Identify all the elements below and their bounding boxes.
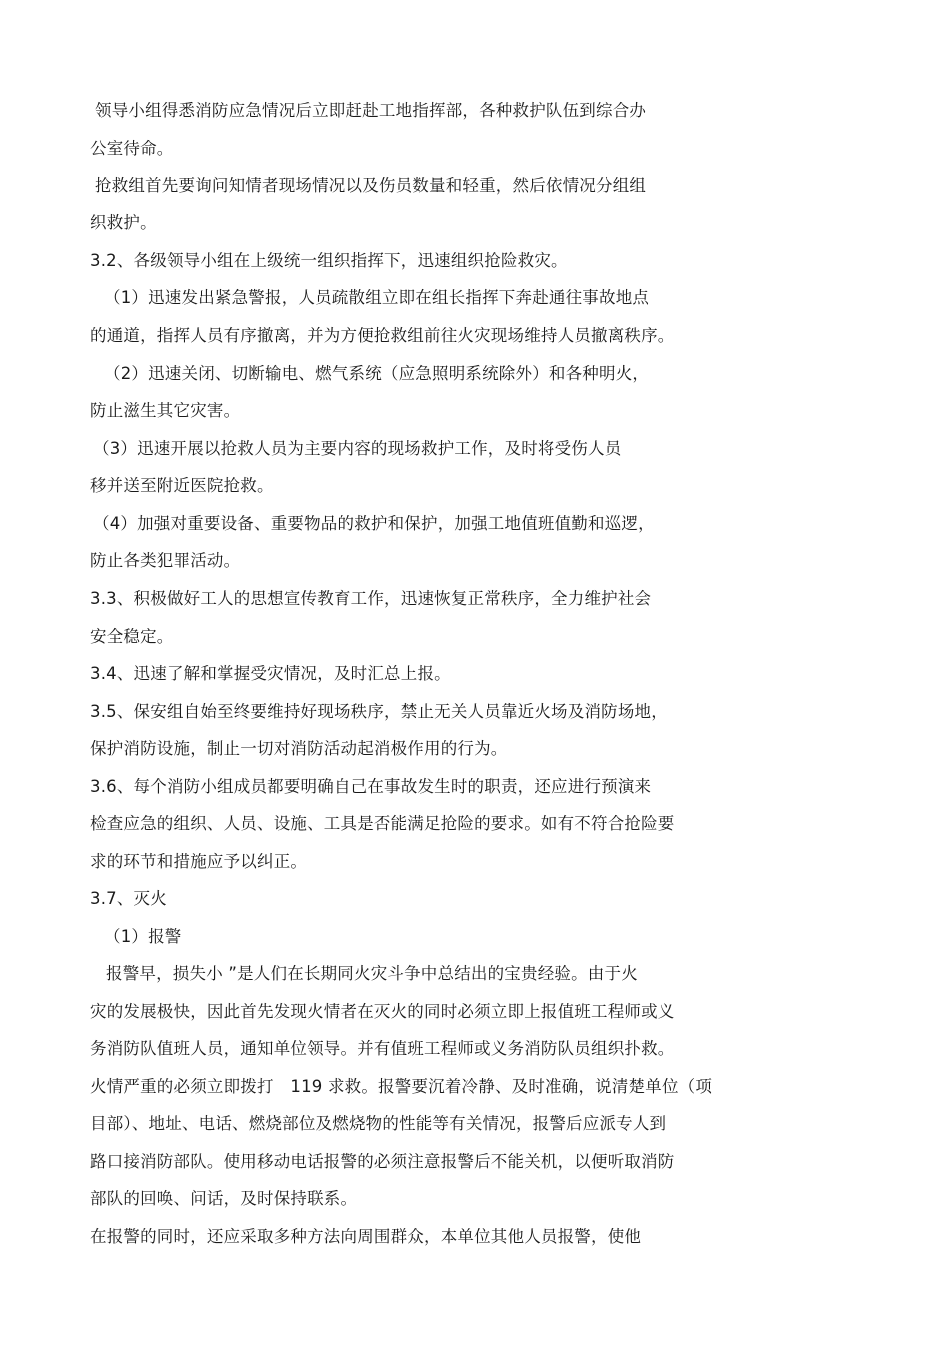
text-line-1: 领导小组得悉消防应急情况后立即赶赴工地指挥部，各种救护队伍到综合办 bbox=[95, 101, 647, 120]
text-line-20: 检查应急的组织、人员、设施、工具是否能满足抢险的要求。如有不符合抢险要 bbox=[90, 814, 675, 833]
text-line-3: 抢救组首先要询问知情者现场情况以及伤员数量和轻重，然后依情况分组组 bbox=[95, 176, 647, 195]
text-line-8: （2）迅速关闭、切断输电、燃气系统（应急照明系统除外）和各种明火， bbox=[104, 364, 650, 383]
text-line-31: 在报警的同时，还应采取多种方法向周围群众，本单位其他人员报警，使他 bbox=[90, 1227, 642, 1246]
text-line-17: 3.5、保安组自始至终要维持好现场秩序，禁止无关人员靠近火场及消防场地， bbox=[90, 702, 668, 721]
text-line-21: 求的环节和措施应予以纠正。 bbox=[90, 852, 308, 871]
text-line-15: 安全稳定。 bbox=[90, 627, 174, 646]
text-line-18: 保护消防设施，制止一切对消防活动起消极作用的行为。 bbox=[90, 739, 508, 758]
text-line-12: （4）加强对重要设备、重要物品的救护和保护，加强工地值班值勤和巡逻， bbox=[93, 514, 655, 533]
text-line-22: 3.7、灭火 bbox=[90, 889, 167, 908]
text-line-25: 灾的发展极快，因此首先发现火情者在灭火的同时必须立即上报值班工程师或义 bbox=[90, 1002, 675, 1021]
text-line-19: 3.6、每个消防小组成员都要明确自己在事故发生时的职责，还应进行预演来 bbox=[90, 777, 652, 796]
text-line-7: 的通道，指挥人员有序撤离，并为方便抢救组前往火灾现场维持人员撤离秩序。 bbox=[90, 326, 675, 345]
text-line-11: 移并送至附近医院抢救。 bbox=[90, 476, 274, 495]
text-line-30: 部队的回唤、问话，及时保持联系。 bbox=[90, 1189, 358, 1208]
text-line-14: 3.3、积极做好工人的思想宣传教育工作，迅速恢复正常秩序，全力维护社会 bbox=[90, 589, 652, 608]
text-line-26: 务消防队值班人员，通知单位领导。并有值班工程师或义务消防队员组织扑救。 bbox=[90, 1039, 675, 1058]
text-line-16: 3.4、迅速了解和掌握受灾情况，及时汇总上报。 bbox=[90, 664, 451, 683]
text-line-13: 防止各类犯罪活动。 bbox=[90, 551, 241, 570]
text-line-4: 织救护。 bbox=[90, 213, 157, 232]
text-line-27: 火情严重的必须立即拨打 119 求救。报警要沉着冷静、及时准确，说清楚单位（项 bbox=[90, 1077, 713, 1096]
text-line-9: 防止滋生其它灾害。 bbox=[90, 401, 241, 420]
text-line-28: 目部）、地址、电话、燃烧部位及燃烧物的性能等有关情况，报警后应派专人到 bbox=[90, 1114, 667, 1133]
text-line-6: （1）迅速发出紧急警报，人员疏散组立即在组长指挥下奔赴通往事故地点 bbox=[104, 288, 650, 307]
text-line-29: 路口接消防部队。使用移动电话报警的必须注意报警后不能关机，以便听取消防 bbox=[90, 1152, 675, 1171]
text-line-5: 3.2、各级领导小组在上级统一组织指挥下，迅速组织抢险救灾。 bbox=[90, 251, 568, 270]
text-line-24: 报警早，损失小 ”是人们在长期同火灾斗争中总结出的宝贵经验。由于火 bbox=[106, 964, 638, 983]
text-line-2: 公室待命。 bbox=[90, 139, 174, 158]
text-line-23: （1）报警 bbox=[104, 927, 182, 946]
text-line-10: （3）迅速开展以抢救人员为主要内容的现场救护工作，及时将受伤人员 bbox=[93, 439, 622, 458]
